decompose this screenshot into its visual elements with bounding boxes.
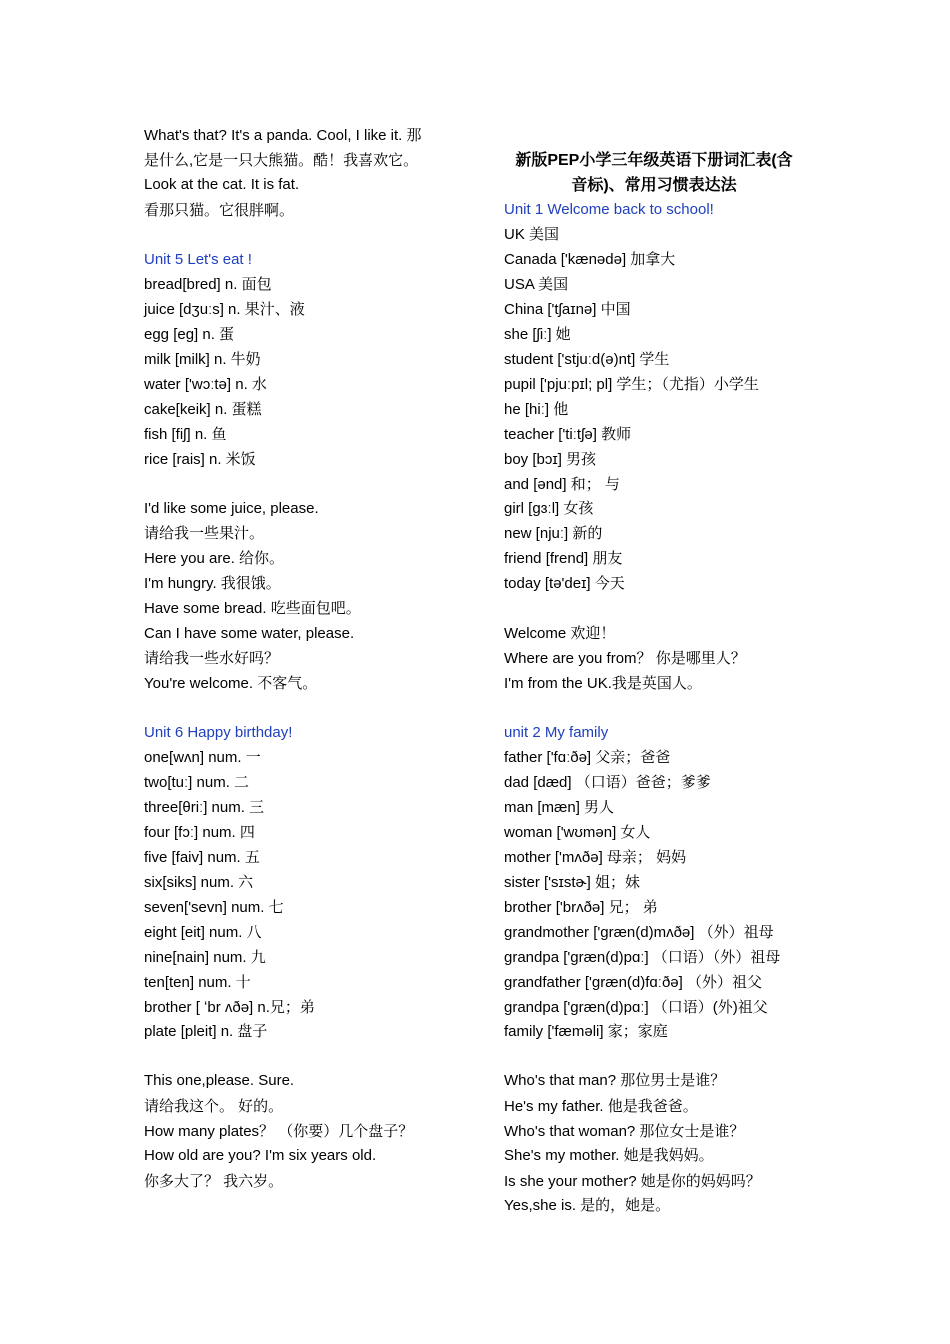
vocab-item: pupil ['pjuːpɪl; pl] 学生；（尤指）小学生 xyxy=(504,376,759,393)
vocab-item: she [ʃiː] 她 xyxy=(504,326,571,343)
vocab-item: eight [eit] num. 八 xyxy=(144,924,262,941)
vocab-item: nine[nain] num. 九 xyxy=(144,949,266,966)
sentence-line: Have some bread. 吃些面包吧。 xyxy=(144,600,361,617)
vocab-item: four [fɔː] num. 四 xyxy=(144,824,255,841)
sentence-line: I'm from the UK.我是英国人。 xyxy=(504,675,702,692)
vocab-item: boy [bɔɪ] 男孩 xyxy=(504,451,597,468)
sentence-line: Is she your mother? 她是你的妈妈吗？ xyxy=(504,1173,761,1190)
vocab-item: mother ['mʌðə] 母亲； 妈妈 xyxy=(504,849,687,866)
vocab-item: fish [fiʃ] n. 鱼 xyxy=(144,426,227,443)
vocab-item: grandmother ['græn(d)mʌðə] （外）祖母 xyxy=(504,924,774,941)
vocab-item: one[wʌn] num. 一 xyxy=(144,749,261,766)
vocab-item: grandpa ['græn(d)pɑː] （口语）(外)祖父 xyxy=(504,999,768,1016)
vocab-item: seven['sevn] num. 七 xyxy=(144,899,284,916)
vocab-item: water ['wɔːtə] n. 水 xyxy=(144,376,267,393)
vocab-item: two[tuː] num. 二 xyxy=(144,774,250,791)
sentence-line: 请给我一些果汁。 xyxy=(144,525,265,542)
vocab-item: China ['tʃaɪnə] 中国 xyxy=(504,301,631,318)
vocab-item: egg [eg] n. 蛋 xyxy=(144,326,235,343)
vocab-item: rice [rais] n. 米饭 xyxy=(144,451,256,468)
sentence-line: I'd like some juice, please. xyxy=(144,500,319,517)
intro-line: Look at the cat. It is fat. xyxy=(144,176,300,193)
sentence-line: Who's that woman? 那位女士是谁？ xyxy=(504,1123,745,1140)
vocab-item: brother ['brʌðə] 兄； 弟 xyxy=(504,899,658,916)
unit2-heading: unit 2 My family xyxy=(504,724,609,741)
sentence-line: Welcome 欢迎！ xyxy=(504,625,616,642)
vocab-item: man [mæn] 男人 xyxy=(504,799,615,816)
sentence-line: 请给我这个。 好的。 xyxy=(144,1098,284,1115)
vocab-item: juice [dʒuːs] n. 果汁、液 xyxy=(144,301,305,318)
vocab-item: friend [frend] 朋友 xyxy=(504,550,623,567)
sentence-line: How many plates？ （你要）几个盘子？ xyxy=(144,1123,414,1140)
sentence-line: 请给我一些水好吗？ xyxy=(144,650,280,667)
unit5-heading: Unit 5 Let's eat ! xyxy=(144,251,252,268)
vocab-item: dad [dæd] （口语）爸爸；爹爹 xyxy=(504,774,711,791)
vocab-item: five [faiv] num. 五 xyxy=(144,849,260,866)
vocab-item: bread[bred] n. 面包 xyxy=(144,276,272,293)
vocab-item: today [tə'deɪ] 今天 xyxy=(504,575,625,592)
intro-line: What's that? It's a panda. Cool, I like it. 那 xyxy=(144,127,422,144)
vocab-item: teacher ['tiːtʃə] 教师 xyxy=(504,426,632,443)
vocab-item: brother [ ʻbr ʌðə] n.兄；弟 xyxy=(144,999,315,1016)
intro-line: 是什么,它是一只大熊猫。酷！我喜欢它。 xyxy=(144,152,419,169)
sentence-line: 你多大了？ 我六岁。 xyxy=(144,1173,284,1190)
sentence-line: I'm hungry. 我很饿。 xyxy=(144,575,281,592)
sentence-line: Who's that man? 那位男士是谁？ xyxy=(504,1072,726,1089)
vocab-item: USA 美国 xyxy=(504,276,569,293)
vocab-item: grandfather ['græn(d)fɑːðə] （外）祖父 xyxy=(504,974,762,991)
vocab-item: grandpa ['græn(d)pɑː] （口语）（外）祖母 xyxy=(504,949,781,966)
vocab-item: girl [gɜːl] 女孩 xyxy=(504,500,594,517)
sentence-line: Yes,she is. 是的，她是。 xyxy=(504,1197,671,1214)
vocab-item: cake[keik] n. 蛋糕 xyxy=(144,401,262,418)
sentence-line: Can I have some water, please. xyxy=(144,625,355,642)
vocab-item: Canada ['kænədə] 加拿大 xyxy=(504,251,676,268)
vocab-item: six[siks] num. 六 xyxy=(144,874,254,891)
vocab-item: and [ənd] 和； 与 xyxy=(504,476,620,493)
vocab-item: student ['stjuːd(ə)nt] 学生 xyxy=(504,351,670,368)
unit1-heading: Unit 1 Welcome back to school! xyxy=(504,201,714,218)
sentence-line: You're welcome. 不客气。 xyxy=(144,675,318,692)
vocab-item: father ['fɑːðə] 父亲；爸爸 xyxy=(504,749,671,766)
unit6-heading: Unit 6 Happy birthday! xyxy=(144,724,293,741)
vocab-item: plate [pleit] n. 盘子 xyxy=(144,1023,268,1040)
page-title-continued: 音标)、常用习惯表达法 xyxy=(571,177,737,194)
sentence-line: He's my father. 他是我爸爸。 xyxy=(504,1098,698,1115)
sentence-line: How old are you? I'm six years old. xyxy=(144,1147,377,1164)
page-title: 新版PEP小学三年级英语下册词汇表(含 xyxy=(515,152,793,169)
vocab-item: milk [milk] n. 牛奶 xyxy=(144,351,261,368)
vocab-item: UK 美国 xyxy=(504,226,560,243)
vocab-item: woman ['wʊmən] 女人 xyxy=(504,824,651,841)
vocab-item: new [njuː] 新的 xyxy=(504,525,603,542)
vocab-item: he [hiː] 他 xyxy=(504,401,569,418)
sentence-line: Here you are. 给你。 xyxy=(144,550,285,567)
vocab-item: sister ['sɪstɚ] 姐；妹 xyxy=(504,874,640,891)
vocab-item: three[θriː] num. 三 xyxy=(144,799,265,816)
sentence-line: She's my mother. 她是我妈妈。 xyxy=(504,1147,714,1164)
vocab-item: ten[ten] num. 十 xyxy=(144,974,251,991)
vocab-item: family ['fæməli] 家；家庭 xyxy=(504,1023,668,1040)
sentence-line: Where are you from？ 你是哪里人？ xyxy=(504,650,746,667)
sentence-line: This one,please. Sure. xyxy=(144,1072,295,1089)
intro-line: 看那只猫。它很胖啊。 xyxy=(144,202,295,219)
